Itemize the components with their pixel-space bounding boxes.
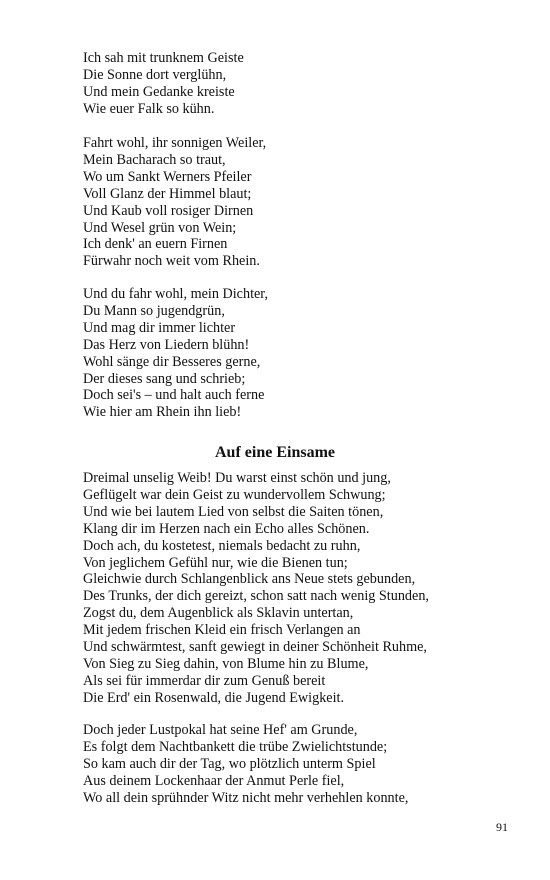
verse-line: Die Erd' ein Rosenwald, die Jugend Ewigkeit. xyxy=(83,689,345,706)
verse-line: Zogst du, dem Augenblick als Sklavin untertan, xyxy=(83,605,354,622)
verse-line: Wie hier am Rhein ihn lieb! xyxy=(83,404,242,421)
verse-line: Und mag dir immer lichter xyxy=(83,319,236,336)
verse-line: Gleichwie durch Schlangenblick ans Neue stets gebunden, xyxy=(83,571,416,588)
verse-line: Und schwärmtest, sanft gewiegt in deiner Schönheit Ruhme, xyxy=(83,639,427,656)
verse-line: Fürwahr noch weit vom Rhein. xyxy=(83,253,260,270)
verse-line: Von jeglichem Gefühl nur, wie die Bienen tun; xyxy=(83,554,348,571)
verse-line: Klang dir im Herzen nach ein Echo alles Schönen. xyxy=(83,520,370,537)
verse-line: Von Sieg zu Sieg dahin, von Blume hin zu Blume, xyxy=(83,655,369,672)
verse-line: Doch jeder Lustpokal hat seine Hef' am Grunde, xyxy=(83,722,358,738)
verse-line: Geflügelt war dein Geist zu wundervollem Schwung; xyxy=(83,486,386,503)
verse-line: Und Kaub voll rosiger Dirnen xyxy=(83,202,254,219)
verse-line: Fahrt wohl, ihr sonnigen Weiler, xyxy=(83,135,267,151)
verse-line: Wie euer Falk so kühn. xyxy=(83,100,215,117)
verse-line: Voll Glanz der Himmel blaut; xyxy=(83,185,252,202)
poem1-stanza-2 xyxy=(83,135,266,270)
verse-line: Ich sah mit trunknem Geiste xyxy=(83,50,244,66)
verse-line: Das Herz von Liedern blühn! xyxy=(83,336,250,353)
verse-line: Aus deinem Lockenhaar der Anmut Perle fiel, xyxy=(83,772,345,789)
verse-line: Ich denk' an euern Firnen xyxy=(83,236,228,253)
page-number: 91 xyxy=(496,820,508,834)
verse-line: Die Sonne dort verglühn, xyxy=(83,66,227,83)
verse-line: Doch sei's – und halt auch ferne xyxy=(83,387,265,404)
verse-line: Des Trunks, der dich gereizt, schon satt nach wenig Stunden, xyxy=(83,588,429,605)
poem1-stanza-1 xyxy=(83,50,244,118)
verse-line: Wohl sänge dir Besseres gerne, xyxy=(83,353,261,370)
verse-line: Als sei für immerdar dir zum Genuß bereit xyxy=(83,672,326,689)
verse-line: Wo all dein sprühnder Witz nicht mehr verhehlen konnte, xyxy=(83,789,409,806)
poem-title: Auf eine Einsame xyxy=(215,444,335,461)
verse-line: Doch ach, du kostetest, niemals bedacht zu ruhn, xyxy=(83,537,361,554)
verse-line: Mit jedem frischen Kleid ein frisch Verlangen an xyxy=(83,622,361,639)
verse-line: Es folgt dem Nachtbankett die trübe Zwielichtstunde; xyxy=(83,738,388,755)
poem1-stanza-3 xyxy=(83,286,268,421)
verse-line: So kam auch dir der Tag, wo plötzlich unterm Spiel xyxy=(83,755,376,772)
verse-line: Wo um Sankt Werners Pfeiler xyxy=(83,168,252,185)
verse-line: Und du fahr wohl, mein Dichter, xyxy=(83,286,269,302)
verse-line: Und Wesel grün von Wein; xyxy=(83,219,237,236)
verse-line: Dreimal unselig Weib! Du warst einst schön und jung, xyxy=(83,470,391,486)
verse-line: Der dieses sang und schrieb; xyxy=(83,370,246,387)
verse-line: Und wie bei lautem Lied von selbst die Saiten tönen, xyxy=(83,503,384,520)
verse-line: Mein Bacharach so traut, xyxy=(83,151,226,168)
poem2-stanza-2 xyxy=(83,722,408,807)
verse-line: Und mein Gedanke kreiste xyxy=(83,83,235,100)
verse-line: Du Mann so jugendgrün, xyxy=(83,302,225,319)
poem2-stanza-1 xyxy=(83,470,429,707)
